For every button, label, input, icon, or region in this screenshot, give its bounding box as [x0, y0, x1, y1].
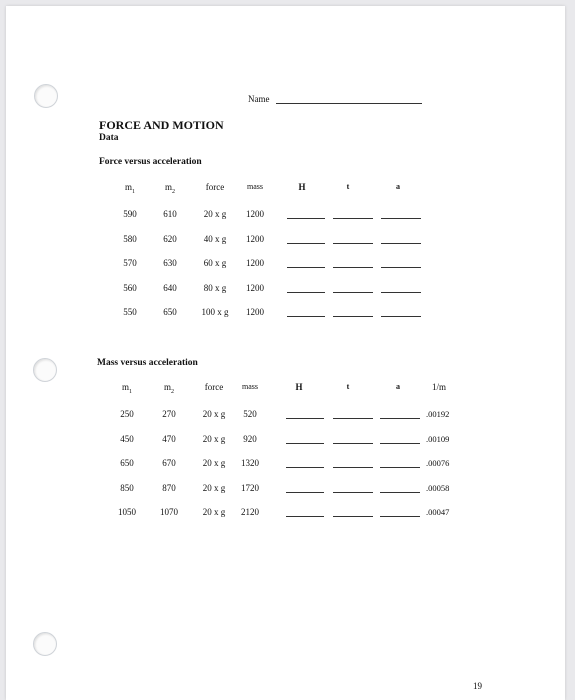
- t-blank-line: [333, 418, 373, 419]
- page-subtitle: Data: [99, 133, 119, 143]
- inverse-mass-cell: .00058: [426, 482, 450, 493]
- section2-header-m1-subscript: 1: [129, 388, 133, 395]
- a-blank-line: [380, 418, 420, 419]
- page-number: 19: [473, 681, 482, 691]
- mass-cell: 1200: [246, 233, 264, 244]
- H-blank-line: [287, 243, 325, 244]
- a-blank-line: [380, 467, 420, 468]
- section2-header-m2-subscript: 2: [171, 388, 175, 395]
- a-blank-line: [380, 516, 420, 517]
- force-cell: 80 x g: [203, 282, 227, 293]
- H-blank-line: [286, 418, 324, 419]
- t-blank-line: [333, 267, 373, 268]
- mass-cell: 1720: [241, 482, 259, 493]
- m1-cell: 550: [123, 307, 137, 317]
- mass-cell: 1200: [246, 307, 264, 317]
- section1-header-m2: [164, 182, 176, 195]
- t-blank-line: [333, 492, 373, 493]
- inverse-mass-cell: .00109: [426, 433, 450, 444]
- m1-cell: 580: [123, 233, 137, 244]
- m2-cell: 670: [162, 458, 176, 468]
- force-cell: 20 x g: [202, 458, 226, 468]
- section1-header-m1: [124, 182, 136, 195]
- page-title: FORCE AND MOTION: [99, 118, 224, 132]
- force-cell: 20 x g: [202, 433, 226, 444]
- name-label: Name: [248, 94, 270, 104]
- a-blank-line: [381, 243, 421, 244]
- m2-cell: 270: [162, 409, 176, 419]
- m2-cell: 620: [163, 233, 177, 244]
- a-blank-line: [381, 316, 421, 317]
- section1-header-m1-letter: m: [124, 182, 133, 192]
- m2-cell: 1070: [160, 507, 178, 517]
- force-cell: 20 x g: [203, 209, 227, 219]
- t-blank-line: [333, 443, 373, 444]
- m1-cell: 590: [123, 209, 137, 219]
- section1-header-t: t: [346, 182, 350, 191]
- section1-header-force: force: [205, 182, 225, 192]
- H-blank-line: [286, 467, 324, 468]
- section1-header-m2-subscript: 2: [172, 188, 176, 195]
- mass-cell: 2120: [241, 507, 259, 517]
- a-blank-line: [381, 218, 421, 219]
- m1-cell: 1050: [118, 507, 136, 517]
- t-blank-line: [333, 467, 373, 468]
- section2-header-t: t: [346, 382, 350, 391]
- force-cell: 40 x g: [203, 233, 227, 244]
- H-blank-line: [287, 292, 325, 293]
- binder-hole-top: [34, 84, 58, 108]
- H-blank-line: [286, 516, 324, 517]
- mass-cell: 920: [243, 433, 257, 444]
- m2-cell: 470: [162, 433, 176, 444]
- t-blank-line: [333, 292, 373, 293]
- t-blank-line: [333, 243, 373, 244]
- section2-header-H: H: [295, 382, 303, 392]
- mass-cell: 1200: [246, 209, 264, 219]
- mass-cell: 1200: [246, 282, 264, 293]
- m1-cell: 250: [120, 409, 134, 419]
- force-cell: 20 x g: [202, 507, 226, 517]
- m2-cell: 650: [163, 307, 177, 317]
- section2-header-inverse-mass: 1/m: [431, 382, 447, 392]
- m1-cell: 570: [123, 258, 137, 268]
- H-blank-line: [287, 218, 325, 219]
- section2-header-m1-letter: m: [121, 382, 130, 392]
- m2-cell: 640: [163, 282, 177, 293]
- t-blank-line: [333, 218, 373, 219]
- inverse-mass-cell: .00192: [426, 409, 450, 419]
- H-blank-line: [286, 492, 324, 493]
- a-blank-line: [381, 292, 421, 293]
- section2-title: Mass versus acceleration: [97, 358, 198, 368]
- a-blank-line: [380, 492, 420, 493]
- name-line: [276, 103, 422, 104]
- t-blank-line: [333, 316, 373, 317]
- inverse-mass-cell: .00076: [426, 458, 450, 468]
- force-cell: 60 x g: [203, 258, 227, 268]
- binder-hole-bottom: [33, 632, 57, 656]
- m1-cell: 850: [120, 482, 134, 493]
- force-cell: 20 x g: [202, 409, 226, 419]
- section1-header-mass: mass: [247, 182, 263, 191]
- section1-header-m1-subscript: 1: [132, 188, 136, 195]
- section2-header-m2: [163, 382, 175, 395]
- mass-cell: 520: [243, 409, 257, 419]
- binder-hole-middle: [33, 358, 57, 382]
- section1-header-H: H: [298, 182, 306, 192]
- t-blank-line: [333, 516, 373, 517]
- m1-cell: 450: [120, 433, 134, 444]
- force-cell: 100 x g: [201, 307, 229, 317]
- m2-cell: 610: [163, 209, 177, 219]
- a-blank-line: [381, 267, 421, 268]
- worksheet-page: [6, 6, 565, 700]
- section2-header-m1: [121, 382, 133, 395]
- section2-header-m2-letter: m: [163, 382, 172, 392]
- m2-cell: 630: [163, 258, 177, 268]
- section2-header-a: a: [396, 382, 400, 391]
- section1-header-m2-letter: m: [164, 182, 173, 192]
- m1-cell: 560: [123, 282, 137, 293]
- section1-title: Force versus acceleration: [99, 157, 202, 167]
- mass-cell: 1320: [241, 458, 259, 468]
- m2-cell: 870: [162, 482, 176, 493]
- section2-header-force: force: [204, 382, 224, 392]
- section1-header-a: a: [396, 182, 400, 191]
- mass-cell: 1200: [246, 258, 264, 268]
- H-blank-line: [287, 267, 325, 268]
- a-blank-line: [380, 443, 420, 444]
- inverse-mass-cell: .00047: [426, 507, 450, 517]
- m1-cell: 650: [120, 458, 134, 468]
- H-blank-line: [287, 316, 325, 317]
- section2-header-mass: mass: [242, 382, 258, 391]
- force-cell: 20 x g: [202, 482, 226, 493]
- H-blank-line: [286, 443, 324, 444]
